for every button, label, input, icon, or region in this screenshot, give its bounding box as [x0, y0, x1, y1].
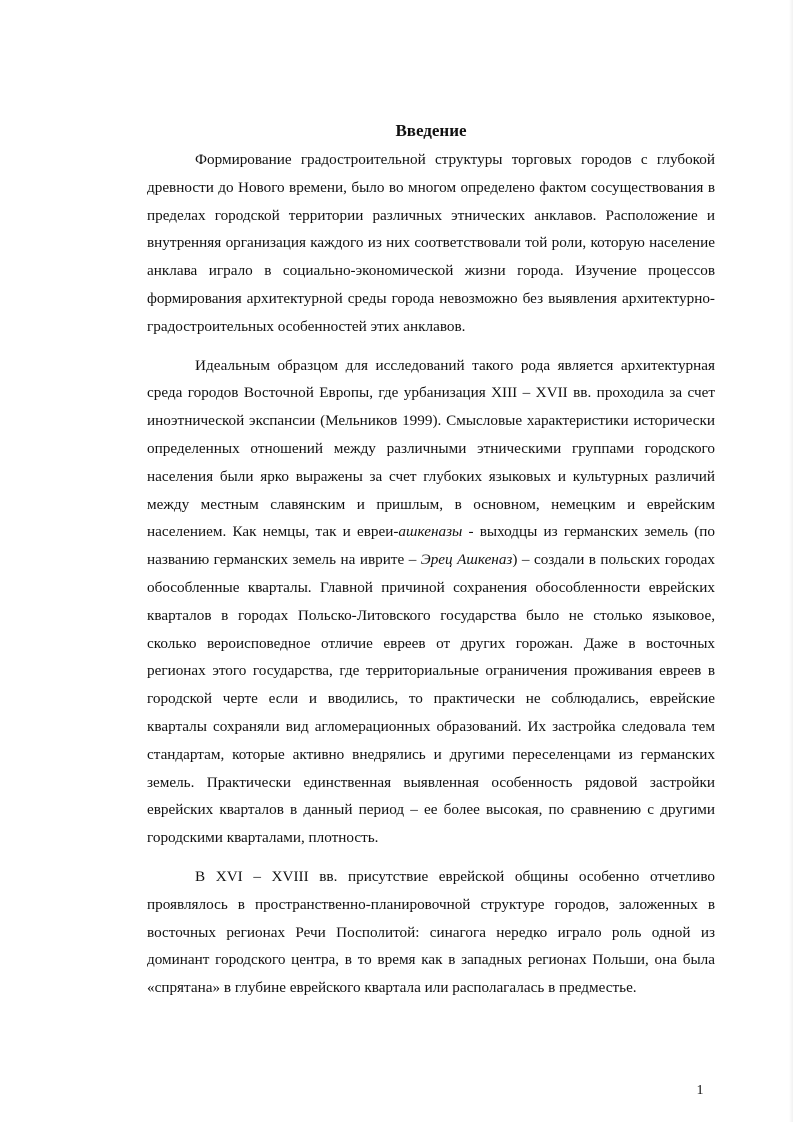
body-paragraph [147, 146, 715, 341]
page-edge [789, 0, 793, 1122]
italic-term: Эрец Ашкеназ [420, 551, 513, 569]
paragraph-text: Идеальным образцом для исследований такого рода является архитектурная среда городов Восточной Европы, где урбанизация XIII – XVII вв. проходила за счет иноэтнической экспансии (Мельников 1999). Смысловые характеристики исторически определенных отношений между различными этническими группами городского населения были ярко выражены за счет глубоких языковых и культурных различий между местным славянским и пришлым, в основном, немецким и еврейским населением. Как немцы, так и евреи- [147, 356, 715, 541]
paragraph-text: ) – создали в польских городах обособленные кварталы. Главной причиной сохранения обособленности еврейских кварталов в городах Польско-Литовского государства было не столько языковое, сколько вероисповедное отличие евреев от других горожан. Даже в восточных регионах этого государства, где территориальные ограничения проживания евреев в городской черте если и вводились, то практически не соблюдались, еврейские кварталы сохраняли вид агломерационных образований. Их застройка следовала тем стандартам, которые активно внедрялись и другими переселенцами из германских земель. Практически единственная выявленная особенность рядовой застройки еврейских кварталов в данный период – ее более высокая, по сравнению с другими городскими кварталами, плотность. [147, 551, 715, 847]
body-paragraph [147, 352, 715, 852]
paragraph-text: - выходцы из германских земель (по названию германских земель на иврите – [147, 523, 715, 569]
paragraph-text: Формирование градостроительной структуры торговых городов с глубокой древности до Нового времени, было во многом определено фактом сосуществования в пределах городской территории различных этнических анклавов. Расположение и внутренняя организация каждого из них соответствовали той роли, которую население анклава играло в социально-экономической жизни города. Изучение процессов формирования архитектурной среды города невозможно без выявления архитектурно-градостроительных особенностей этих анклавов. [147, 151, 715, 335]
paragraph-text: В XVI – XVIII вв. присутствие еврейской общины особенно отчетливо проявлялось в пространственно-планировочной структуре городов, заложенных в восточных регионах Речи Посполитой: синагога нередко играло роль одной из доминант городского центра, в то время как в западных регионах Польши, она была «спрятана» в глубине еврейского квартала или располагалась в предместье. [147, 867, 715, 997]
paragraphs-container [147, 146, 715, 1002]
italic-term: ашкеназы [398, 523, 463, 541]
document-body [147, 119, 715, 1002]
page-number: 1 [696, 1083, 704, 1098]
section-title: Введение [395, 121, 467, 140]
body-paragraph [147, 863, 715, 1002]
